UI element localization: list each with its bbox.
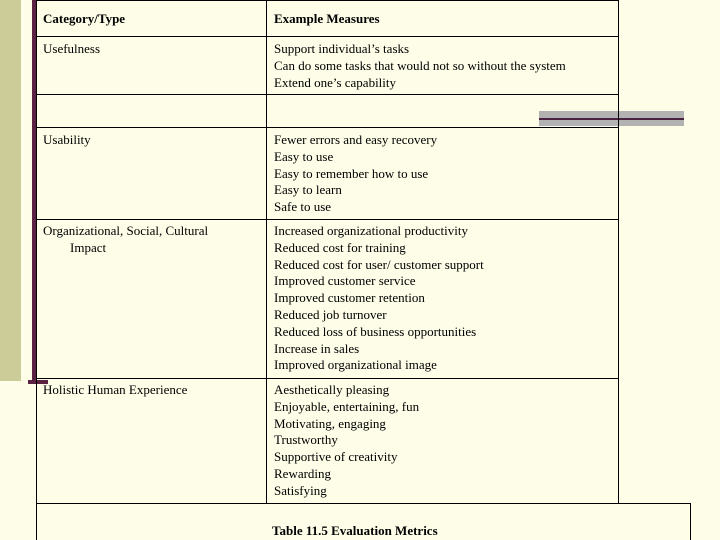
measure-item: Satisfying [274, 482, 327, 498]
table-column-divider [266, 0, 267, 503]
measure-item: Rewarding [274, 465, 332, 481]
row-divider [36, 94, 619, 95]
measure-item: Fewer errors and easy recovery [274, 132, 438, 147]
header-measures: Example Measures [274, 11, 380, 26]
measure-item: Easy to remember how to use [274, 165, 429, 181]
measure-item: Aesthetically pleasing [274, 382, 390, 397]
table-caption: Table 11.5 Evaluation Metrics [272, 523, 438, 538]
measure-item: Safe to use [274, 199, 332, 215]
category-label: Organizational, Social, Cultural [43, 223, 209, 238]
row-divider [36, 127, 619, 128]
measure-item: Easy to use [274, 148, 334, 164]
table-border-left [36, 0, 37, 540]
table-row-usefulness-measures [274, 41, 566, 91]
measure-item: Extend one’s capability [274, 74, 397, 90]
header-category: Category/Type [43, 11, 126, 26]
measure-item: Can do some tasks that would not so without the system [274, 57, 566, 73]
category-label: Impact [70, 239, 107, 255]
category-label: Usability [43, 132, 91, 147]
table-row-holistic-category [43, 382, 187, 399]
measure-item: Supportive of creativity [274, 449, 398, 465]
measure-item: Enjoyable, entertaining, fun [274, 398, 420, 414]
table-row-holistic-measures [274, 382, 419, 500]
measure-item: Motivating, engaging [274, 415, 386, 431]
measure-item: Support individual’s tasks [274, 41, 410, 56]
table-border-top [36, 0, 619, 1]
right-accent-line [539, 118, 684, 120]
measure-item: Reduced cost for training [274, 239, 406, 255]
measure-item: Reduced job turnover [274, 306, 387, 322]
measure-item: Increase in sales [274, 340, 360, 356]
table-border-bottom [36, 503, 691, 504]
measure-item: Improved customer service [274, 273, 416, 289]
measure-item: Easy to learn [274, 182, 342, 198]
row-divider [36, 219, 619, 220]
measure-item: Increased organizational productivity [274, 223, 468, 238]
left-accent-bar [0, 0, 21, 381]
measure-item: Trustworthy [274, 432, 338, 448]
measure-item: Improved customer retention [274, 290, 425, 306]
row-divider [36, 378, 619, 379]
caption-border-right [690, 503, 691, 540]
category-label: Holistic Human Experience [43, 382, 188, 397]
table-row-organizational-measures [274, 223, 484, 374]
table-row-usefulness-category [43, 41, 100, 58]
table-row-organizational-category [43, 223, 208, 257]
table-row-usability-category [43, 132, 91, 149]
table-row-usability-measures [274, 132, 437, 216]
table-border-right [618, 0, 619, 503]
measure-item: Reduced loss of business opportunities [274, 323, 477, 339]
measure-item: Improved organizational image [274, 357, 437, 373]
row-divider [36, 36, 619, 37]
category-label: Usefulness [43, 41, 101, 56]
measure-item: Reduced cost for user/ customer support [274, 256, 484, 272]
